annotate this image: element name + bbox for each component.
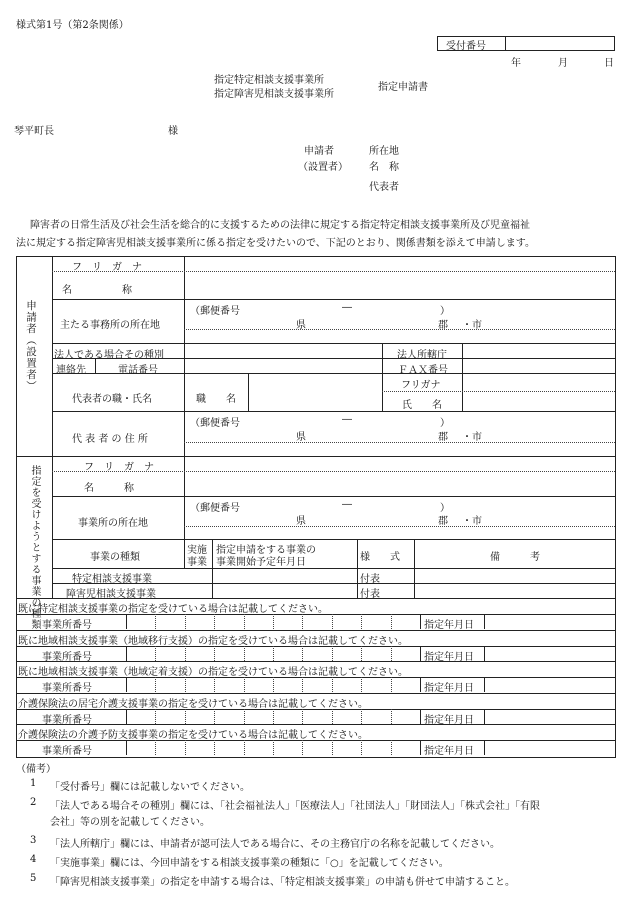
- office-postal-close: ）: [440, 503, 450, 514]
- furigana-label: フ リ ガ ナ: [72, 262, 142, 273]
- prior-office-no-label: 事業所番号: [42, 651, 92, 663]
- date-header-2: 事業開始予定年月日: [216, 557, 306, 568]
- section2-vertical: 指定を受けようとする事業の種類: [29, 465, 40, 630]
- prior-heading: 既に地域相談支援事業（地域移行支援）の指定を受けている場合は記載してください。: [18, 635, 408, 647]
- city-label: ・市: [462, 320, 482, 331]
- remarks-header: 備 考: [490, 552, 540, 563]
- prior-date-label: 指定年月日: [424, 746, 474, 758]
- title-line2: 指定障害児相談支援事業所: [214, 89, 334, 100]
- applicant-label: 申請者: [304, 146, 334, 157]
- note-number: 3: [30, 835, 37, 846]
- prior-date-label: 指定年月日: [424, 651, 474, 663]
- office-name-label: 名 称: [84, 483, 134, 494]
- rep-postal-dash: ―: [342, 414, 352, 425]
- corp-agency-label: 法人所轄庁: [397, 350, 447, 361]
- date-day: 日: [604, 58, 614, 69]
- prior-office-no-label: 事業所番号: [42, 714, 92, 726]
- office-pref-label: 県: [296, 516, 306, 527]
- title-suffix: 指定申請書: [378, 82, 428, 93]
- prior-heading: 既に特定相談支援事業の指定を受けている場合は記載してください。: [18, 604, 328, 615]
- note-number: 4: [30, 854, 37, 865]
- prior-date-label: 指定年月日: [424, 620, 474, 631]
- prior-date-label: 指定年月日: [424, 683, 474, 695]
- form-row-1: 付表: [360, 574, 380, 585]
- gun-label: 郡: [438, 320, 448, 331]
- form-row-2: 付表: [360, 589, 380, 600]
- note-text: 「受付番号」欄には記載しないでください。: [50, 782, 250, 793]
- section1-vertical: 申請者（設置者）: [25, 300, 37, 392]
- prior-heading: 介護保険法の介護予防支援事業の指定を受けている場合は記載してください。: [18, 730, 368, 742]
- date-header-1: 指定申請をする事業の: [216, 545, 316, 556]
- rep-furigana-label: フリガナ: [401, 380, 441, 391]
- rep-postal-close: ）: [440, 418, 450, 429]
- prior-heading: 介護保険法の居宅介護支援事業の指定を受けている場合は記載してください。: [18, 698, 368, 710]
- prior-office-no-label: 事業所番号: [42, 683, 92, 695]
- type-header: 事業の種類: [90, 552, 140, 563]
- rep-address-label: 代 表 者 の 住 所: [72, 434, 148, 445]
- applicant-name-field-label: 名 称: [62, 285, 132, 296]
- postal-dash: ―: [342, 302, 352, 313]
- office-city-label: ・市: [462, 516, 482, 527]
- note-text: 「法人である場合その種別」欄には、「社会福祉法人」「医療法人」「社団法人」「財団法人」「株式会社」「有限: [50, 801, 540, 812]
- office-postal-dash: ―: [342, 499, 352, 510]
- rep-title-label: 代表者の職・氏名: [72, 394, 152, 405]
- contact-label: 連絡先: [56, 365, 86, 376]
- title-line1: 指定特定相談支援事業所: [214, 75, 324, 86]
- applicant-rep-label: 代表者: [369, 182, 399, 193]
- rep-city-label: ・市: [462, 432, 482, 443]
- prior-heading: 既に地域相談支援事業（地域定着支援）の指定を受けている場合は記載してください。: [18, 667, 408, 679]
- main-office-label: 主たる事務所の所在地: [60, 320, 160, 331]
- prior-office-no-label: 事業所番号: [42, 746, 92, 758]
- form-header: 様 式: [360, 552, 400, 563]
- application-table: [16, 256, 616, 758]
- office-furigana-label: フ リ ガ ナ: [84, 462, 154, 473]
- rep-name-label: 氏 名: [402, 400, 442, 411]
- applicant-label2: （設置者）: [298, 162, 348, 173]
- postal-close: ）: [440, 306, 450, 317]
- intro-line2: 法に規定する指定障害児相談支援事業所に係る指定を受けたいので、下記のとおり、関係書類を添えて申請します。: [16, 238, 535, 249]
- position-label: 職 名: [196, 394, 236, 405]
- phone-label: 電話番号: [118, 365, 158, 376]
- note-number: 5: [30, 873, 37, 884]
- rep-pref-label: 県: [296, 432, 306, 443]
- date-year: 年: [511, 58, 521, 69]
- note-text: 会社」等の別を記載してください。: [50, 817, 210, 828]
- applicant-name-label: 名 称: [369, 162, 399, 173]
- applicant-address-label: 所在地: [369, 146, 399, 157]
- note-text: 「障害児相談支援事業」の指定を申請する場合は、「特定相談支援事業」の申請も併せて申請すること。: [50, 877, 515, 888]
- intro-line1: 障害者の日常生活及び社会生活を総合的に支援するための法律に規定する指定特定相談支援事業所及び児童福祉: [30, 220, 530, 231]
- fax-label: ＦＡＸ番号: [398, 365, 448, 376]
- receipt-number-label: 受付番号: [446, 41, 486, 52]
- date-month: 月: [558, 58, 568, 69]
- form-id: 様式第1号（第2条関係）: [16, 20, 129, 31]
- pref-label: 県: [296, 320, 306, 331]
- note-number: 2: [30, 797, 37, 808]
- prior-date-label: 指定年月日: [424, 714, 474, 726]
- rep-gun-label: 郡: [438, 432, 448, 443]
- type-row-2: 障害児相談支援事業: [66, 589, 156, 600]
- note-text: 「実施事業」欄には、今回申請をする相談支援事業の種類に「○」を記載してください。: [50, 858, 449, 869]
- impl-header-1: 実施: [187, 545, 207, 556]
- rep-postal-label: （郵便番号: [190, 418, 240, 429]
- postal-label: （郵便番号: [190, 306, 240, 317]
- addressee-honorific: 様: [168, 126, 178, 137]
- notes-heading: （備考）: [16, 764, 56, 775]
- corp-type-label: 法人である場合その種別: [54, 350, 164, 361]
- note-number: 1: [30, 778, 37, 789]
- office-postal-label: （郵便番号: [190, 503, 240, 514]
- type-row-1: 特定相談支援事業: [72, 574, 152, 585]
- addressee-name: 琴平町長: [14, 126, 54, 137]
- impl-header-2: 事業: [187, 557, 207, 568]
- office-gun-label: 郡: [438, 516, 448, 527]
- note-text: 「法人所轄庁」欄には、申請者が認可法人である場合に、その主務官庁の名称を記載してください。: [50, 839, 500, 850]
- prior-office-no-label: 事業所番号: [42, 620, 92, 631]
- office-address-label: 事業所の所在地: [78, 518, 148, 529]
